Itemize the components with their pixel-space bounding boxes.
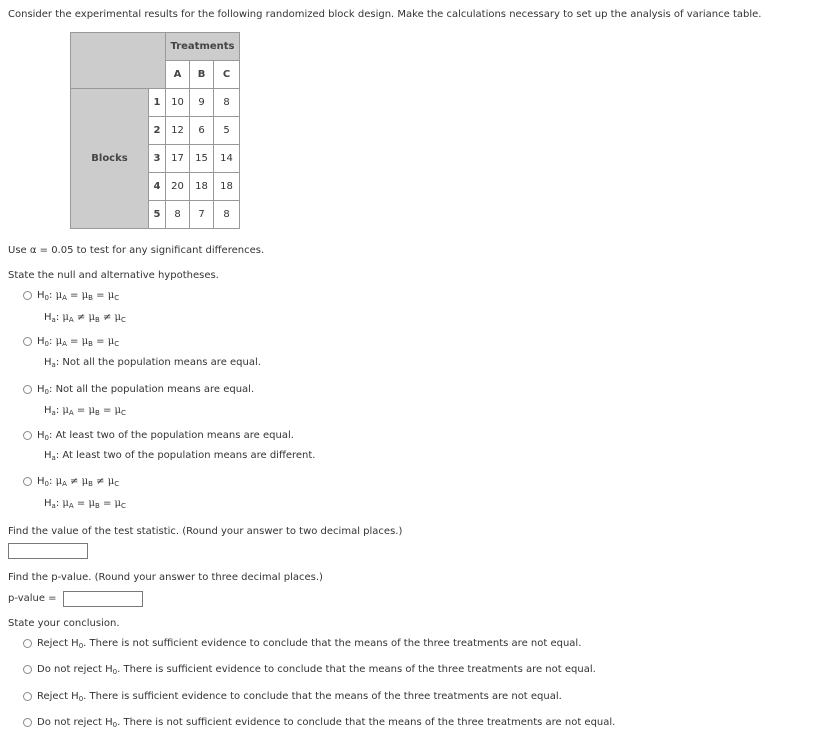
data-table xyxy=(70,32,240,229)
conclusion-option-3-label: Reject $H_0$. There is sufficient evidence to conclude that the means of the three treatments are not equal. xyxy=(37,691,562,703)
cell-value: 8 xyxy=(214,201,240,229)
cell-value: 17 xyxy=(166,145,190,173)
hypothesis-option-1-radio[interactable] xyxy=(23,291,32,300)
cell-value: 5 xyxy=(214,117,240,145)
conclusion-option-1-label: Reject $H_0$. There is not sufficient evidence to conclude that the means of the three treatments are not equal. xyxy=(37,638,582,650)
conclusion-option-4-radio[interactable] xyxy=(23,718,32,727)
block-number: 4 xyxy=(149,173,166,201)
cell-value: 14 xyxy=(214,145,240,173)
conclusion-prompt: State your conclusion. xyxy=(8,618,120,629)
cell-value: 10 xyxy=(166,89,190,117)
cell-value: 18 xyxy=(190,173,214,201)
blocks-label: Blocks xyxy=(71,89,149,229)
cell-value: 20 xyxy=(166,173,190,201)
treatment-label-c: C xyxy=(214,61,240,89)
hypothesis-option-2-h0: $H_0$: $\mu_A = \mu_B = \mu_C$ xyxy=(37,336,120,348)
hypothesis-option-1-ha: $H_a$: $\mu_A \ne \mu_B \ne \mu_C$ xyxy=(44,312,126,324)
treatments-header: Treatments xyxy=(166,33,240,61)
p-value-label: p-value = xyxy=(8,593,57,604)
block-number: 1 xyxy=(149,89,166,117)
cell-value: 15 xyxy=(190,145,214,173)
cell-value: 12 xyxy=(166,117,190,145)
conclusion-option-2-radio[interactable] xyxy=(23,665,32,674)
hypothesis-option-3-radio[interactable] xyxy=(23,385,32,394)
hypothesis-option-5-radio[interactable] xyxy=(23,477,32,486)
hypothesis-option-1-h0: $H_0$: $\mu_A = \mu_B = \mu_C$ xyxy=(37,290,120,302)
alpha-instruction: Use α = 0.05 to test for any significant differences. xyxy=(8,245,265,256)
block-number: 5 xyxy=(149,201,166,229)
conclusion-option-1-radio[interactable] xyxy=(23,639,32,648)
cell-value: 9 xyxy=(190,89,214,117)
cell-value: 7 xyxy=(190,201,214,229)
test-statistic-input[interactable] xyxy=(8,543,88,559)
hypothesis-option-4-radio[interactable] xyxy=(23,431,32,440)
hypothesis-option-3-ha: $H_a$: $\mu_A = \mu_B = \mu_C$ xyxy=(44,405,126,417)
cell-value: 18 xyxy=(214,173,240,201)
hypothesis-option-5-h0: $H_0$: $\mu_A \ne \mu_B \ne \mu_C$ xyxy=(37,476,120,488)
question-intro: Consider the experimental results for the following randomized block design. Make the calculations necessary to set up the analysis of variance table. xyxy=(8,9,762,20)
hypothesis-option-2-ha: $H_a$: Not all the population means are equal. xyxy=(44,357,261,369)
hypothesis-option-4-ha: $H_a$: At least two of the population means are different. xyxy=(44,450,316,462)
cell-value: 8 xyxy=(166,201,190,229)
hypothesis-option-3-h0: $H_0$: Not all the population means are equal. xyxy=(37,384,255,396)
treatment-label-b: B xyxy=(190,61,214,89)
cell-value: 6 xyxy=(190,117,214,145)
conclusion-option-4-label: Do not reject $H_0$. There is not sufficient evidence to conclude that the means of the three treatments are not equal. xyxy=(37,717,616,729)
block-number: 2 xyxy=(149,117,166,145)
corner-cell xyxy=(71,33,166,89)
hypothesis-option-5-ha: $H_a$: $\mu_A = \mu_B = \mu_C$ xyxy=(44,498,126,510)
treatment-label-a: A xyxy=(166,61,190,89)
conclusion-option-2-label: Do not reject $H_0$. There is sufficient evidence to conclude that the means of the three treatments are not equal. xyxy=(37,664,596,676)
hypothesis-option-4-h0: $H_0$: At least two of the population means are equal. xyxy=(37,430,294,442)
hypotheses-prompt: State the null and alternative hypotheses. xyxy=(8,270,219,281)
conclusion-option-3-radio[interactable] xyxy=(23,692,32,701)
block-number: 3 xyxy=(149,145,166,173)
test-statistic-prompt: Find the value of the test statistic. (Round your answer to two decimal places.) xyxy=(8,526,403,537)
p-value-input[interactable] xyxy=(63,591,143,607)
p-value-prompt: Find the p-value. (Round your answer to three decimal places.) xyxy=(8,572,323,583)
cell-value: 8 xyxy=(214,89,240,117)
hypothesis-option-2-radio[interactable] xyxy=(23,337,32,346)
